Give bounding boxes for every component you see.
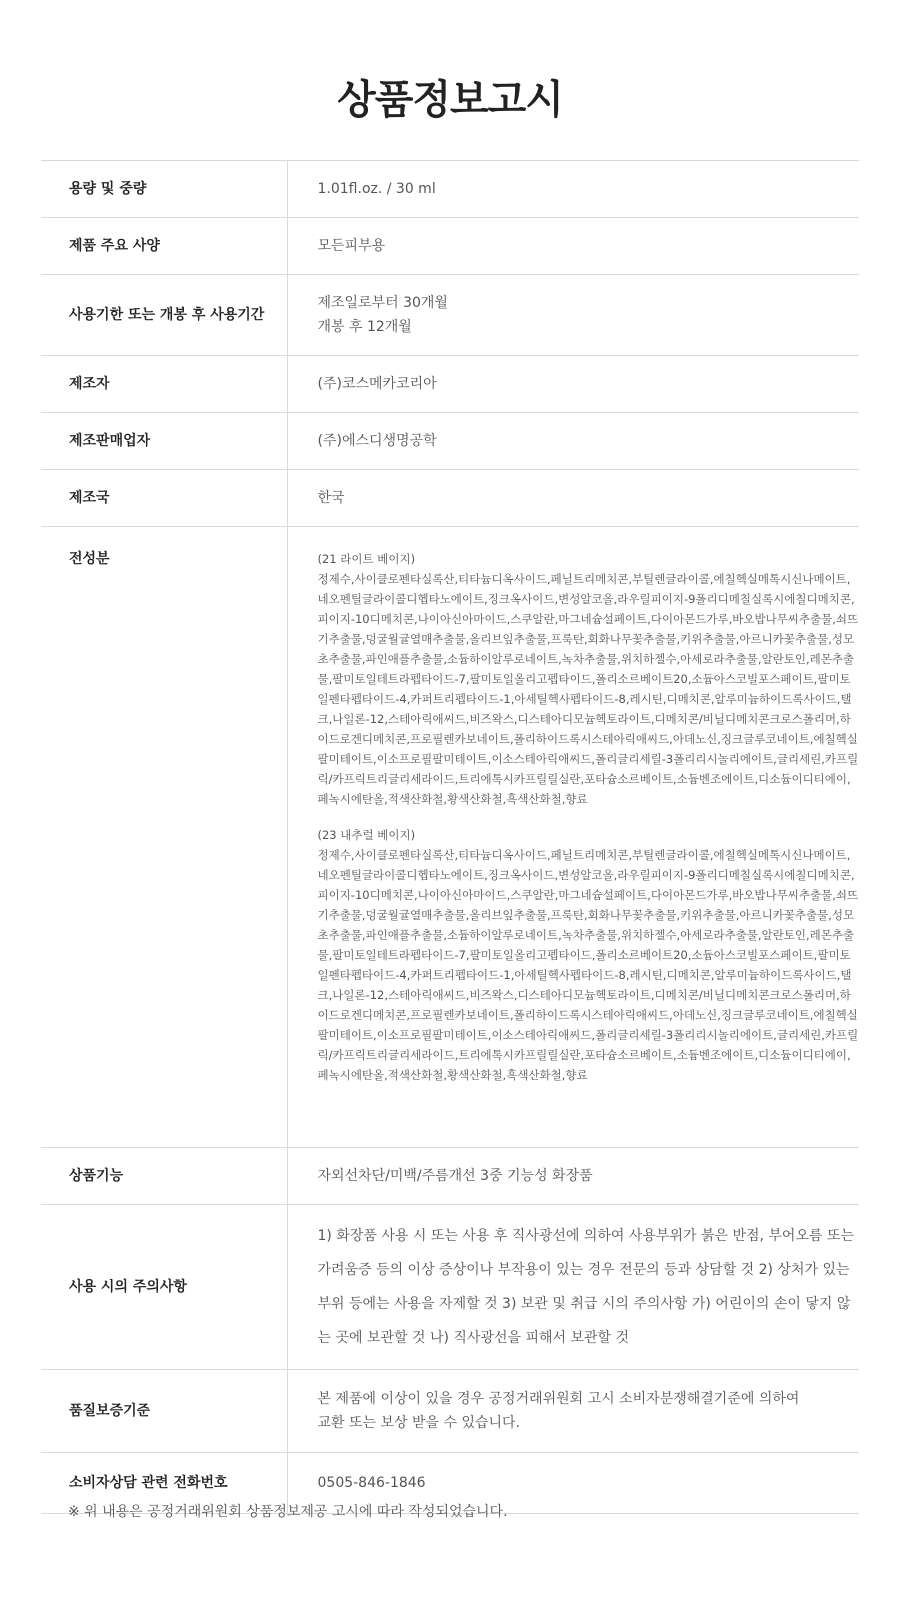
row-label: 소비자상담 관련 전화번호: [41, 1453, 287, 1514]
row-value: 한국: [287, 470, 859, 527]
row-label: 제조자: [41, 356, 287, 413]
quality-line-1: 본 제품에 이상이 있을 경우 공정거래위원회 고시 소비자분쟁해결기준에 의하여: [317, 1391, 800, 1407]
row-label: 제조판매업자: [41, 413, 287, 470]
row-country: [41, 470, 859, 527]
ingredient-block: [318, 549, 860, 809]
row-value: 모든피부용: [287, 218, 859, 275]
row-value: (주)에스디생명공학: [287, 413, 859, 470]
row-value: 1) 화장품 사용 시 또는 사용 후 직사광선에 의하여 사용부위가 붉은 반점, 부어오름 또는 가려움증 등의 이상 증상이나 부작용이 있는 경우 전문의 등과 상담할 것 2) 상처가 있는 부위 등에는 사용을 자제할 것 3) 보관 및 취급 시의 주의사항 가) 어린이의 손이 닿지 않는 곳에 보관할 것 나) 직사광선을 피해서 보관할 것: [287, 1205, 859, 1370]
row-expiry: [41, 275, 859, 356]
row-quality: [41, 1370, 859, 1453]
ingredient-block: [318, 825, 860, 1085]
ingredient-list-text: 정제수,사이클로펜타실록산,티타늄디옥사이드,페닐트리메치콘,부틸렌글라이콜,에칠헥실메톡시신나메이트,네오펜틸글라이콜디헵타노에이트,징크옥사이드,변성알코올,라우릴피이지-9폴리디메칠실록시에칠디메치콘,피이지-10디메치콘,나이아신아마이드,스쿠알란,마그네슘설페이트,다이아몬드가루,바오밥나무씨추출물,쇠뜨기추출물,덩굴월귤열매추출물,올리브잎추출물,프룩탄,회화나무꽃추출물,키위추출물,아르니카꽃추출물,성모초추출물,파인애플추출물,소듐하이알루로네이트,녹차추출물,위치하젤수,아세로라추출물,알란토인,레몬추출물,팔미토일테트라펩타이드-7,팔미토일올리고펩타이드,폴리소르베이트20,소듐아스코빌포스페이트,팔미토일펜타펩타이드-4,카퍼트리펩타이드-1,아세틸헥사펩타이드-8,레시틴,디메치콘,알루미늄하이드록사이드,탤크,나일론-12,스테아릭애씨드,비즈왁스,디스테아디모늄헥토라이트,디메치콘/비닐디메치콘크로스폴리머,하이드로겐디메치콘,프로필렌카보네이트,폴리하이드록시스테아릭애씨드,아데노신,징크글루코네이트,에칠헥실팔미테이트,이소프로필팔미테이트,이소스테아릭애씨드,폴리글리세릴-3폴리리시놀리에이트,글리세린,카프릴릭/카프릭트리글리세라이드,트리에톡시카프릴릴실란,포타슘소르베이트,소듐벤조에이트,디소듐이디티에이,페녹시에탄올,적색산화철,황색산화철,흑색산화철,향료: [317, 572, 859, 806]
row-value: [287, 275, 859, 356]
row-value: 1.01fl.oz. / 30 ml: [287, 161, 859, 218]
row-label: 전성분: [41, 527, 287, 1148]
row-value: [287, 527, 859, 1148]
row-value: 0505-846-1846: [287, 1453, 859, 1514]
row-label: 제품 주요 사양: [41, 218, 287, 275]
row-label: 용량 및 중량: [41, 161, 287, 218]
expiry-line-1: 제조일로부터 30개월: [317, 295, 448, 311]
page-title: 상품정보고시: [337, 77, 563, 123]
expiry-line-2: 개봉 후 12개월: [317, 319, 412, 335]
ingredient-shade-label: (23 내추럴 베이지): [317, 828, 416, 842]
row-caution: [41, 1205, 859, 1370]
row-label: 품질보증기준: [41, 1370, 287, 1453]
product-info-table: [41, 160, 859, 1514]
row-label: 사용 시의 주의사항: [41, 1205, 287, 1370]
ingredient-list-text: 정제수,사이클로펜타실록산,티타늄디옥사이드,페닐트리메치콘,부틸렌글라이콜,에칠헥실메톡시신나메이트,네오펜틸글라이콜디헵타노에이트,징크옥사이드,변성알코올,라우릴피이지-9폴리디메칠실록시에칠디메치콘,피이지-10디메치콘,나이아신아마이드,스쿠알란,마그네슘설페이트,다이아몬드가루,바오밥나무씨추출물,쇠뜨기추출물,덩굴월귤열매추출물,올리브잎추출물,프룩탄,회화나무꽃추출물,키위추출물,아르니카꽃추출물,성모초추출물,파인애플추출물,소듐하이알루로네이트,녹차추출물,위치하젤수,아세로라추출물,알란토인,레몬추출물,팔미토일테트라펩타이드-7,팔미토일올리고펩타이드,폴리소르베이트20,소듐아스코빌포스페이트,팔미토일펜타펩타이드-4,카퍼트리펩타이드-1,아세틸헥사펩타이드-8,레시틴,디메치콘,알루미늄하이드록사이드,탤크,나일론-12,스테아릭애씨드,비즈왁스,디스테아디모늄헥토라이트,디메치콘/비닐디메치콘크로스폴리머,하이드로겐디메치콘,프로필렌카보네이트,폴리하이드록시스테아릭애씨드,아데노신,징크글루코네이트,에칠헥실팔미테이트,이소프로필팔미테이트,이소스테아릭애씨드,폴리글리세릴-3폴리리시놀리에이트,글리세린,카프릴릭/카프릭트리글리세라이드,트리에톡시카프릴릴실란,포타슘소르베이트,소듐벤조에이트,디소듐이디티에이,페녹시에탄올,적색산화철,황색산화철,흑색산화철,향료: [317, 848, 859, 1082]
row-function: [41, 1148, 859, 1205]
row-ingredients: [41, 527, 859, 1148]
row-label: 사용기한 또는 개봉 후 사용기간: [41, 275, 287, 356]
row-manufacturer: [41, 356, 859, 413]
row-volume: [41, 161, 859, 218]
row-spec: [41, 218, 859, 275]
footnote: ※ 위 내용은 공정거래위원회 상품정보제공 고시에 따라 작성되었습니다.: [68, 1504, 508, 1520]
row-value: (주)코스메카코리아: [287, 356, 859, 413]
row-value: [287, 1370, 859, 1453]
quality-line-2: 교환 또는 보상 받을 수 있습니다.: [317, 1415, 521, 1431]
row-seller: [41, 413, 859, 470]
row-label: 상품기능: [41, 1148, 287, 1205]
row-label: 제조국: [41, 470, 287, 527]
ingredient-shade-label: (21 라이트 베이지): [317, 552, 416, 566]
row-value: 자외선차단/미백/주름개선 3중 기능성 화장품: [287, 1148, 859, 1205]
